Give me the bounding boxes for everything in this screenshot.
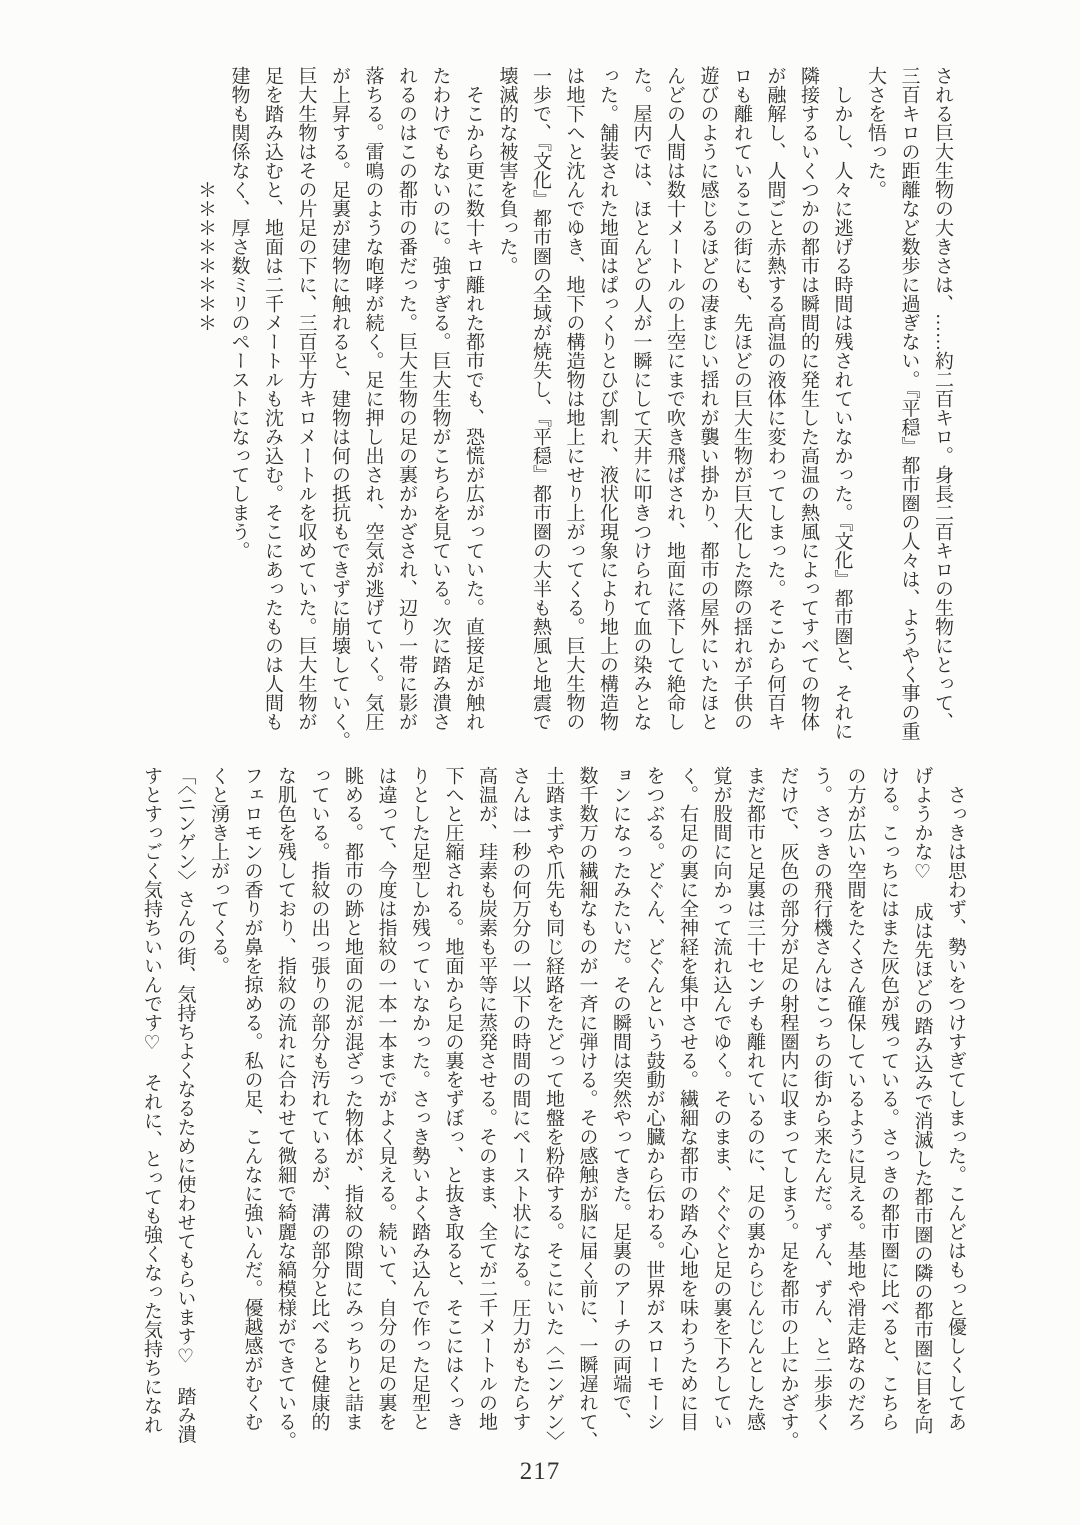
- text-column: をつぶる。どぐん、どぐんという鼓動が心臓から伝わる。世界がスローモーシ: [643, 766, 665, 1431]
- text-column: さっきは思わず、勢いをつけすぎてしまった。こんどはもっと優しくしてあ: [945, 766, 966, 1431]
- text-column: ョンになったみたいだ。その瞬間は突然やってきた。足裏のアーチの両端で、: [610, 766, 631, 1431]
- page-number: 217: [519, 1458, 561, 1485]
- text-column: 大さを悟った。: [865, 66, 886, 199]
- text-column: 隣接するいくつかの都市は瞬間的に発生した高温の熱風によってすべての物体: [798, 66, 819, 731]
- text-column: りとした足型しか残っていなかった。さっき勢いよく踏み込んで作った足型と: [409, 766, 430, 1431]
- text-column: 三百キロの距離など数歩に過ぎない。『平穏』都市圏の人々は、ようやく事の重: [898, 66, 920, 741]
- text-column: な肌色を残しており、指紋の流れに合わせて微細で綺麗な縞模様ができている。: [275, 766, 296, 1450]
- text-column: は地下へと沈んでゆき、地下の構造物は地上にせり上がってくる。巨大生物の: [563, 66, 585, 731]
- text-column: 下へと圧縮される。地面から足の裏をずぼっ、と抜き取ると、そこにはくっき: [442, 766, 464, 1431]
- text-column: だけで、灰色の部分が足の射程圏内に収まってしまう。足を都市の上にかざす。: [777, 766, 799, 1450]
- text-column: フェロモンの香りが鼻を掠める。私の足、こんなに強いんだ。優越感がむくむ: [241, 766, 263, 1431]
- text-column: さんは一秒の何万分の一以下の時間の間にペースト状になる。圧力がもたらす: [509, 766, 531, 1431]
- text-column: ロも離れているこの街にも、先ほどの巨大生物が巨大化した際の揺れが子供の: [731, 66, 752, 731]
- text-column: しかし、人々に逃げる時間は残されていなかった。『文化』都市圏と、それに: [831, 66, 853, 741]
- text-column: が上昇する。足裏が建物に触れると、建物は何の抵抗もできずに崩壊していく。: [329, 66, 350, 750]
- text-column: ＊＊＊＊＊＊＊＊: [195, 66, 216, 332]
- text-column: すとすっごく気持ちいいんです♡ それに、とっても強くなった気持ちになれ: [141, 766, 162, 1434]
- text-column: 足を踏み込むと、地面は二千メートルも沈み込む。そこにあったものは人間も: [262, 66, 283, 731]
- text-column: 遊びのように感じるほどの凄まじい揺れが襲い掛かり、都市の屋外にいたほと: [697, 66, 719, 731]
- text-column: 建物も関係なく、厚さ数ミリのペーストになってしまう。: [228, 66, 250, 560]
- text-column: 覚が股間に向かって流れ込んでゆく。そのまま、ぐぐぐと足の裏を下ろしてい: [710, 766, 732, 1431]
- text-column: 落ちる。雷鳴のような咆哮が続く。足に押し出され、空気が逃げていく。気圧: [362, 66, 384, 731]
- text-column: げようかな♡ 成は先ほどの踏み込みで消滅した都市圏の隣の都市圏に目を向: [911, 766, 933, 1434]
- text-column: っている。指紋の出っ張りの部分も汚れているが、溝の部分と比べると健康的: [308, 766, 330, 1431]
- text-column: 一歩で、『文化』都市圏の全域が焼失し、『平穏』都市圏の大半も熱風と地震で: [530, 66, 551, 731]
- text-column: 壊滅的な被害を負った。: [496, 66, 518, 275]
- text-column: そこから更に数十キロ離れた都市でも、恐慌が広がっていた。直接足が触れ: [463, 66, 484, 731]
- text-column: は違って、今度は指紋の一本一本までがよく見える。続いて、自分の足の裏を: [375, 766, 397, 1431]
- text-column: た。屋内では、ほとんどの人が一瞬にして天井に叩きつけられて血の染みとな: [630, 66, 652, 731]
- text-column: される巨大生物の大きさは、……約二百キロ。身長二百キロの生物にとって、: [932, 66, 953, 731]
- text-column: 土踏まずや爪先も同じ経路をたどって地盤を粉砕する。そこにいた〈ニンゲン〉: [543, 766, 564, 1450]
- bottom-text-section: [142, 766, 965, 1456]
- text-column: 数千数万の繊細なものが一斉に弾ける。その感触が脳に届く前に、一瞬遅れて、: [576, 766, 598, 1450]
- text-column: ける。こっちにはまた灰色が残っている。さっきの都市圏に比べると、こちら: [878, 766, 899, 1431]
- text-column: 「〈ニンゲン〉さんの街、気持ちよくなるために使わせてもらいます♡ 踏み潰: [174, 766, 196, 1444]
- text-column: まだ都市と足裏は三十センチも離れているのに、足の裏からじんじんとした感: [744, 766, 765, 1431]
- text-column: んどの人間は数十メートルの上空にまで吹き飛ばされ、地面に落下して絶命し: [664, 66, 685, 731]
- text-column: 巨大生物はその片足の下に、三百平方キロメートルを収めていた。巨大生物が: [295, 66, 317, 731]
- text-column: 高温が、珪素も炭素も平等に蒸発させる。そのまま、全てが二千メートルの地: [476, 766, 497, 1431]
- text-column: たわけでもないのに。強すぎる。巨大生物がこちらを見ている。次に踏み潰さ: [429, 66, 451, 731]
- text-column: れるのはこの都市の番だった。巨大生物の足の裏がかざされ、辺り一帯に影が: [396, 66, 417, 731]
- text-column: く。右足の裏に全神経を集中させる。繊細な都市の踏み心地を味わうために目: [677, 766, 698, 1431]
- text-column: う。さっきの飛行機さんはこっちの街から来たんだ。ずん、ずん、と二歩歩く: [811, 766, 832, 1431]
- text-column: くと湧き上がってくる。: [208, 766, 229, 975]
- text-column: った。舗装された地面はぱっくりとひび割れ、液状化現象により地上の構造物: [597, 66, 618, 731]
- text-column: が融解し、人間ごと赤熱する高温の液体に変わってしまった。そこから何百キ: [764, 66, 786, 731]
- text-column: 眺める。都市の跡と地面の泥が混ざった物体が、指紋の隙間にみっちりと詰ま: [342, 766, 363, 1431]
- text-column: の方が広い空間をたくさん確保しているように見える。基地や滑走路なのだろ: [844, 766, 866, 1431]
- top-text-section: [196, 66, 952, 756]
